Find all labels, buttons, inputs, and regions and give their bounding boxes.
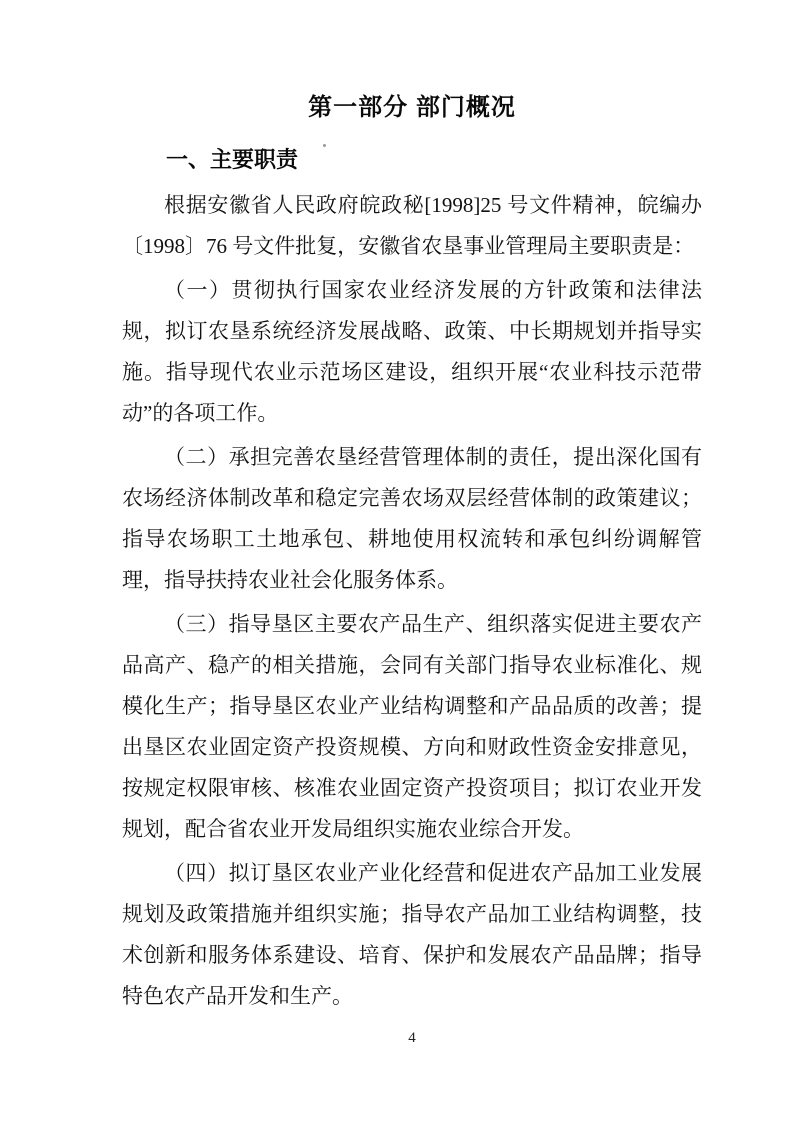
paragraph-intro: 根据安徽省人民政府皖政秘[1998]25 号文件精神，皖编办〔1998〕76 号文件批复，安徽省农垦事业管理局主要职责是： [122, 193, 702, 258]
paragraph-duty-1: （一）贯彻执行国家农业经济发展的方针政策和法律法规，拟订农垦系统经济发展战略、政策、中长期规划并指导实施。指导现代农业示范场区建设，组织开展“农业科技示范带动”的各项工作。 [122, 278, 702, 425]
paragraph-duty-4: （四）拟订垦区农业产业化经营和促进农产品加工业发展规划及政策措施并组织实施；指导农产品加工业结构调整，技术创新和服务体系建设、培育、保护和发展农产品品牌；指导特色农产品开发和生产。 [122, 861, 702, 1008]
page-title: 第一部分 部门概况 [308, 94, 516, 121]
section-heading: 一、主要职责 [166, 147, 299, 172]
paragraph-duty-3: （三）指导垦区主要农产品生产、组织落实促进主要农产品高产、稳产的相关措施，会同有关部门指导农业标准化、规模化生产；指导垦区农业产业结构调整和产品品质的改善；提出垦区农业固定资产投资规模、方向和财政性资金安排意见，按规定权限审核、核准农业固定资产投资项目；拟订农业开发规划，配合省农业开发局组织实施农业综合开发。 [122, 612, 702, 841]
page-number: 4 [408, 1030, 416, 1046]
document-body [122, 185, 702, 1017]
scan-artifact-dot [323, 144, 326, 147]
paragraph-duty-2: （二）承担完善农垦经营管理体制的责任，提出深化国有农场经济体制改革和稳定完善农场双层经营体制的政策建议；指导农场职工土地承包、耕地使用权流转和承包纠纷调解管理，指导扶持农业社会化服务体系。 [122, 445, 702, 592]
